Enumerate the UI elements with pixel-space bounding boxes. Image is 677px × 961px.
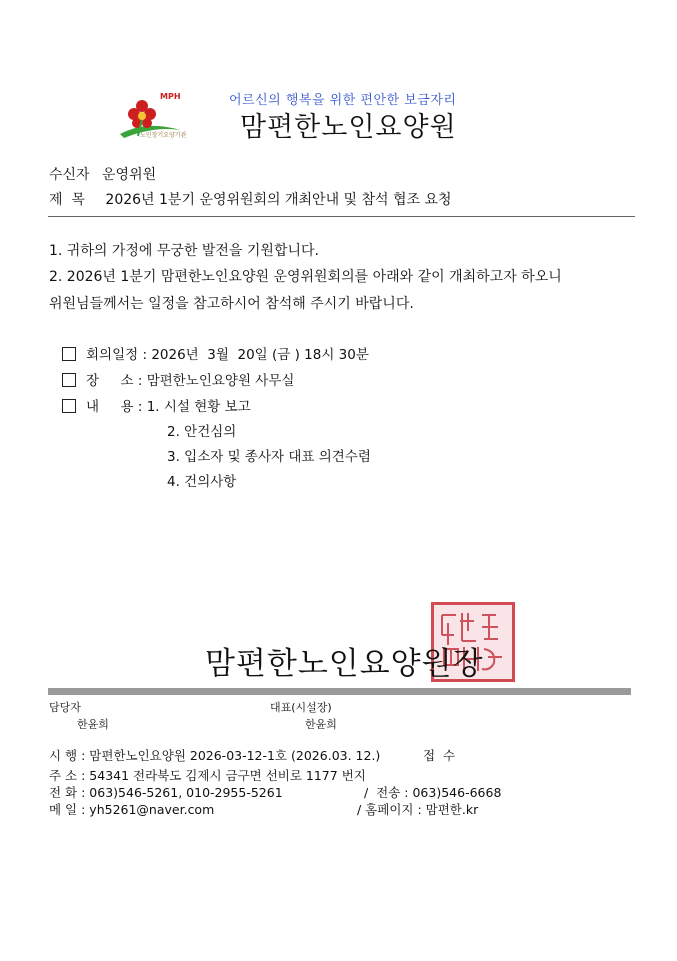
logo-badge: MPH: [160, 92, 181, 101]
paragraph-2-line-1: 2. 2026년 1분기 맘편한노인요양원 운영위원회의를 아래와 같이 개최하고자 하오니: [49, 269, 562, 285]
phone-label: 전 화 :: [49, 785, 86, 800]
manager-name: 한윤희: [77, 718, 109, 731]
head-label: 대표(시설장): [270, 701, 332, 714]
footer-homepage-row: [357, 800, 478, 818]
detail-content-row: [62, 395, 251, 415]
content-item: 1. 시설 현황 보고: [146, 399, 251, 415]
paragraph-2-line-2: 위원님들께서는 일정을 참고하시어 참석해 주시기 바랍니다.: [49, 296, 414, 312]
manager-label: 담당자: [49, 701, 81, 714]
detail-date-value: 2026년 3월 20일 (금 ) 18시 30분: [151, 347, 369, 363]
issue-value: 맘편한노인요양원 2026-03-12-1호 (2026.03. 12.): [89, 748, 381, 763]
footer-address-row: [49, 766, 366, 784]
detail-place-row: [62, 369, 294, 389]
footer-fax-row: [364, 783, 501, 801]
footer-phone-row: [49, 783, 283, 801]
fax-label: / 전송 :: [364, 785, 409, 800]
issue-label: 시 행 :: [49, 748, 86, 763]
detail-content-label: 내 용 :: [86, 399, 143, 415]
recipient-value: 운영위원: [102, 167, 157, 183]
email-value: yh5261@naver.com: [89, 802, 215, 817]
logo-flower-center: [138, 112, 146, 120]
subject-label: 제 목: [49, 192, 85, 208]
fax-value: 063)546-6668: [412, 785, 502, 800]
detail-date-row: [62, 343, 369, 363]
checkbox-icon: [62, 347, 76, 361]
subject-value: 2026년 1분기 운영위원회의 개최안내 및 참석 협조 요청: [105, 192, 452, 208]
content-item: 3. 입소자 및 종사자 대표 의견수렴: [167, 449, 371, 465]
content-item: 2. 안건심의: [167, 424, 237, 440]
organization-logo: [116, 92, 198, 142]
homepage-label: / 홈페이지 :: [357, 802, 422, 817]
paragraph-1: 1. 귀하의 가정에 무궁한 발전을 기원합니다.: [49, 243, 319, 259]
recipient-row: [49, 164, 156, 184]
head-name: 한윤희: [305, 718, 337, 731]
detail-place-label: 장 소 :: [86, 373, 143, 389]
slogan: 어르신의 행복을 위한 편안한 보금자리: [229, 93, 457, 108]
detail-date-label: 회의일정 :: [86, 347, 148, 363]
detail-place-value: 맘편한노인요양원 사무실: [146, 373, 295, 389]
subject-row: [49, 189, 452, 209]
homepage-value: 맘편한.kr: [425, 802, 479, 817]
organization-name: 맘편한노인요양원: [240, 112, 457, 143]
phone-value: 063)546-5261, 010-2955-5261: [89, 785, 283, 800]
footer-issue-row: [49, 746, 380, 764]
footer-email-row: [49, 800, 214, 818]
address-label: 주 소 :: [49, 768, 86, 783]
receipt-label: 접 수: [423, 748, 456, 763]
recipient-label: 수신자: [49, 167, 90, 183]
email-label: 메 일 :: [49, 802, 86, 817]
checkbox-icon: [62, 373, 76, 387]
footer-divider-bar: [48, 688, 631, 695]
address-value: 54341 전라북도 김제시 금구면 선비로 1177 번지: [89, 768, 366, 783]
checkbox-icon: [62, 399, 76, 413]
header-divider: [48, 216, 635, 217]
logo-caption: 노인장기요양기관: [140, 132, 187, 139]
content-item: 4. 건의사항: [167, 474, 237, 490]
signatory-title: 맘편한노인요양원장: [205, 646, 484, 682]
